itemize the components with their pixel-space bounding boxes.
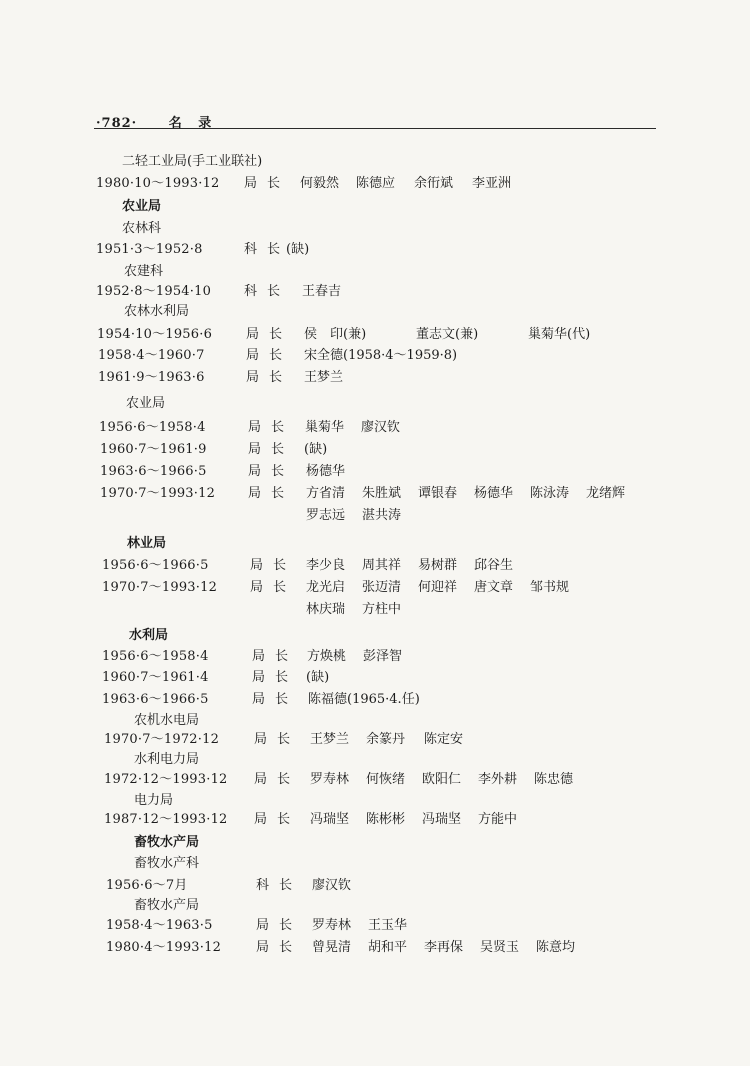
header-rule xyxy=(94,128,656,129)
person-name: 彭泽智 xyxy=(363,649,403,664)
person-names xyxy=(308,688,420,707)
position-title: 局长 xyxy=(248,464,295,479)
person-names xyxy=(312,936,575,955)
person-name: 王春吉 xyxy=(302,284,342,299)
term-dates: 1956·6～1958·4 xyxy=(102,649,209,664)
person-name: 巢菊华 xyxy=(305,420,345,435)
section-heading: 农业局 xyxy=(122,199,162,214)
position-title: 局长 xyxy=(252,649,299,664)
roster-entry xyxy=(0,482,750,522)
person-name: 冯瑞坚 xyxy=(310,812,350,827)
position-title: 局长 xyxy=(248,486,295,501)
subsection-heading: 农林水利局 xyxy=(124,304,190,319)
person-names xyxy=(304,366,343,385)
person-name: 陈彬彬 xyxy=(366,812,406,827)
page-title: 名 录 xyxy=(168,116,218,131)
position-title: 局长 xyxy=(252,670,299,685)
person-names xyxy=(310,728,463,747)
roster-entry xyxy=(0,344,750,362)
roster-entry xyxy=(0,688,750,706)
person-names xyxy=(306,482,625,501)
person-names xyxy=(312,914,407,933)
subsection-heading: 畜牧水产局 xyxy=(134,898,200,913)
term-dates: 1954·10～1956·6 xyxy=(97,327,213,342)
person-name: 陈忠德 xyxy=(534,772,574,787)
roster-entry xyxy=(0,280,750,298)
person-name: 方能中 xyxy=(478,812,518,827)
person-name: 龙绪辉 xyxy=(586,486,626,501)
roster-entry xyxy=(0,238,750,256)
roster-entry xyxy=(0,460,750,478)
roster-entry xyxy=(0,914,750,932)
person-name: (缺) xyxy=(304,442,328,457)
person-name: 侯 印(兼) xyxy=(304,327,367,342)
term-dates: 1952·8～1954·10 xyxy=(96,284,212,299)
term-dates: 1970·7～1972·12 xyxy=(104,732,220,747)
person-name: 杨德华 xyxy=(474,486,514,501)
position-title: 局长 xyxy=(246,348,293,363)
roster-entry xyxy=(0,554,750,572)
person-names-continued xyxy=(306,504,401,523)
position-title: 局长 xyxy=(250,558,297,573)
person-name: 巢菊华(代) xyxy=(528,327,591,342)
person-name: 罗寿林 xyxy=(310,772,350,787)
position-title: 局长 xyxy=(248,442,295,457)
person-name: 方柱中 xyxy=(362,602,402,617)
roster-entry xyxy=(0,808,750,826)
term-dates: 1961·9～1963·6 xyxy=(98,370,205,385)
person-name: 廖汉钦 xyxy=(361,420,401,435)
person-names xyxy=(306,576,569,595)
position-title: 局长 xyxy=(246,370,293,385)
person-name: 邹书规 xyxy=(530,580,570,595)
person-name: 方焕桃 xyxy=(307,649,347,664)
position-title: 局长 xyxy=(244,176,291,191)
person-name: 余衎斌 xyxy=(414,176,454,191)
person-name: 李亚洲 xyxy=(472,176,512,191)
position-title: 局长 xyxy=(248,420,295,435)
section-heading: 水利局 xyxy=(129,628,169,643)
person-name: 陈福德(1965·4.任) xyxy=(308,692,420,707)
person-name: 李外耕 xyxy=(478,772,518,787)
position-title: 局长 xyxy=(256,918,303,933)
person-name: 杨德华 xyxy=(306,464,346,479)
person-name: 宋全德(1958·4～1959·8) xyxy=(304,348,458,363)
person-name: 罗寿林 xyxy=(312,918,352,933)
term-dates: 1956·6～1958·4 xyxy=(99,420,206,435)
page-number: ·782· xyxy=(96,116,138,131)
term-dates: 1956·6～7月 xyxy=(106,878,188,893)
position-title: 局长 xyxy=(254,772,301,787)
position-title: 局长 xyxy=(246,327,293,342)
person-name: 谭银春 xyxy=(418,486,458,501)
term-dates: 1960·7～1961·9 xyxy=(100,442,207,457)
subsection-heading: 农业局 xyxy=(126,396,166,411)
roster-entry xyxy=(0,416,750,434)
person-name: 易树群 xyxy=(418,558,458,573)
person-name: 余篆丹 xyxy=(366,732,406,747)
person-name: 周其祥 xyxy=(362,558,402,573)
position-title: 科长 xyxy=(244,242,291,257)
person-name: 方省清 xyxy=(306,486,346,501)
term-dates: 1970·7～1993·12 xyxy=(102,580,218,595)
term-dates: 1963·6～1966·5 xyxy=(100,464,207,479)
person-name: 王玉华 xyxy=(368,918,408,933)
term-dates: 1960·7～1961·4 xyxy=(102,670,209,685)
term-dates: 1970·7～1993·12 xyxy=(100,486,216,501)
person-name: 陈德应 xyxy=(356,176,396,191)
section-heading: 畜牧水产局 xyxy=(134,835,200,850)
roster-entry xyxy=(0,874,750,892)
position-title: 局长 xyxy=(252,692,299,707)
person-names xyxy=(306,554,513,573)
person-name: 邱谷生 xyxy=(474,558,514,573)
person-names xyxy=(304,438,327,457)
roster-entry xyxy=(0,728,750,746)
section-heading: 二轻工业局(手工业联社) xyxy=(122,154,263,169)
person-name: 陈意均 xyxy=(536,940,576,955)
position-title: 局长 xyxy=(254,732,301,747)
person-names xyxy=(312,874,351,893)
person-names xyxy=(300,172,511,191)
roster-entry xyxy=(0,666,750,684)
roster-entry xyxy=(0,172,750,190)
position-title: 局长 xyxy=(254,812,301,827)
term-dates: 1956·6～1966·5 xyxy=(102,558,209,573)
roster-entry xyxy=(0,645,750,663)
person-name: 欧阳仁 xyxy=(422,772,462,787)
person-name: 陈泳涛 xyxy=(530,486,570,501)
person-names xyxy=(306,460,345,479)
term-dates: 1963·6～1966·5 xyxy=(102,692,209,707)
person-name: 曾晃清 xyxy=(312,940,352,955)
person-name: 张迈清 xyxy=(362,580,402,595)
person-names xyxy=(305,416,400,435)
person-name: 廖汉钦 xyxy=(312,878,352,893)
person-name: 吴贤玉 xyxy=(480,940,520,955)
term-dates: 1980·10～1993·12 xyxy=(96,176,220,191)
term-dates: 1972·12～1993·12 xyxy=(104,772,228,787)
roster-entry xyxy=(0,323,750,341)
person-name: 李少良 xyxy=(306,558,346,573)
person-name: 唐文章 xyxy=(474,580,514,595)
person-name: (缺) xyxy=(286,242,310,257)
person-name: 罗志远 xyxy=(306,508,346,523)
subsection-heading: 农林科 xyxy=(122,221,162,236)
person-name: 冯瑞坚 xyxy=(422,812,462,827)
term-dates: 1958·4～1960·7 xyxy=(98,348,205,363)
term-dates: 1958·4～1963·5 xyxy=(106,918,213,933)
term-dates: 1987·12～1993·12 xyxy=(104,812,228,827)
person-names xyxy=(304,344,457,363)
person-name: (缺) xyxy=(306,670,330,685)
position-title: 局长 xyxy=(250,580,297,595)
subsection-heading: 农建科 xyxy=(124,264,164,279)
position-title: 局长 xyxy=(256,940,303,955)
person-names xyxy=(310,808,517,827)
position-title: 科长 xyxy=(244,284,291,299)
person-name: 龙光启 xyxy=(306,580,346,595)
roster-entry xyxy=(0,768,750,786)
subsection-heading: 畜牧水产科 xyxy=(134,856,200,871)
person-name: 王梦兰 xyxy=(310,732,350,747)
subsection-heading: 农机水电局 xyxy=(134,713,200,728)
person-name: 陈定安 xyxy=(424,732,464,747)
roster-entry xyxy=(0,366,750,384)
subsection-heading: 水利电力局 xyxy=(134,752,200,767)
person-name: 董志文(兼) xyxy=(416,327,479,342)
person-name: 何毅然 xyxy=(300,176,340,191)
person-name: 林庆瑞 xyxy=(306,602,346,617)
person-names-continued xyxy=(306,598,401,617)
person-name: 何恢绪 xyxy=(366,772,406,787)
roster-entry xyxy=(0,576,750,616)
person-name: 朱胜斌 xyxy=(362,486,402,501)
person-names xyxy=(306,666,329,685)
person-names xyxy=(310,768,573,787)
person-name: 何迎祥 xyxy=(418,580,458,595)
person-names xyxy=(286,238,309,257)
person-names xyxy=(304,323,590,342)
person-name: 胡和平 xyxy=(368,940,408,955)
person-name: 李再保 xyxy=(424,940,464,955)
subsection-heading: 电力局 xyxy=(134,793,174,808)
term-dates: 1951·3～1952·8 xyxy=(96,242,203,257)
person-names xyxy=(307,645,402,664)
person-name: 王梦兰 xyxy=(304,370,344,385)
person-name: 湛共涛 xyxy=(362,508,402,523)
section-heading: 林业局 xyxy=(127,536,167,551)
person-names xyxy=(302,280,341,299)
roster-entry xyxy=(0,438,750,456)
position-title: 科长 xyxy=(256,878,303,893)
term-dates: 1980·4～1993·12 xyxy=(106,940,222,955)
roster-entry xyxy=(0,936,750,954)
